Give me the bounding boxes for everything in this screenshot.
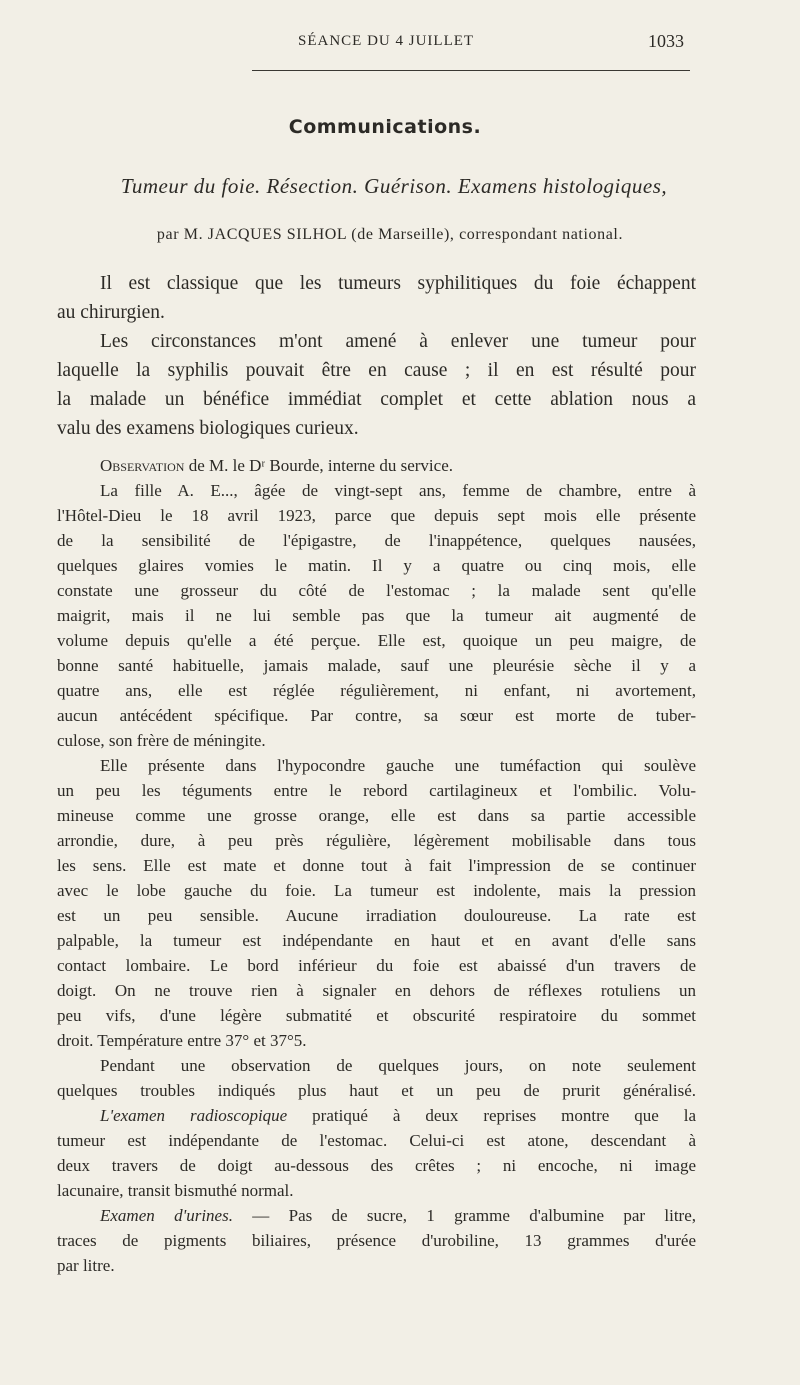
radioscopy-lead-rest: pratiqué à deux reprises montre que la — [287, 1106, 697, 1125]
observation-line: arrondie, dure, à peu près régulière, légèrement mobilisable dans tous — [57, 831, 696, 850]
observation-heading — [100, 454, 453, 478]
observation-line: est un peu sensible. Aucune irradiation douloureuse. La rate est — [57, 906, 696, 925]
observation-line: les sens. Elle est mate et donne tout à fait l'impression de se continuer — [57, 856, 696, 875]
radioscopy-line: lacunaire, transit bismuthé normal. — [57, 1181, 294, 1200]
observation-line: bonne santé habituelle, jamais malade, sauf une pleurésie sèche il y a — [57, 656, 696, 675]
observation-line: quelques troubles indiqués plus haut et un peu de prurit généralisé. — [57, 1081, 696, 1100]
intro-line: Les circonstances m'ont amené à enlever une tumeur pour — [100, 331, 696, 352]
urine-line: traces de pigments biliaires, présence d'urobiline, 13 grammes d'urée — [57, 1231, 696, 1250]
radioscopy-line: tumeur est indépendante de l'estomac. Celui-ci est atone, descendant à — [57, 1131, 696, 1150]
observation-line: un peu les téguments entre le rebord cartilagineux et l'ombilic. Volu- — [57, 781, 696, 800]
intro-line: Il est classique que les tumeurs syphilitiques du foie échappent — [100, 273, 696, 294]
radioscopy-line: deux travers de doigt au-dessous des crêtes ; ni encoche, ni image — [57, 1156, 696, 1175]
intro-line: au chirurgien. — [57, 302, 165, 323]
intro-line: valu des examens biologiques curieux. — [57, 418, 359, 439]
urine-lead-line — [100, 1204, 696, 1228]
observation-line: peu vifs, d'une légère submatité et obscurité respiratoire du sommet — [57, 1006, 696, 1025]
header-rule — [252, 70, 690, 71]
observation-line: de la sensibilité de l'épigastre, de l'inappétence, quelques nausées, — [57, 531, 696, 550]
observation-line: culose, son frère de méningite. — [57, 731, 266, 750]
observation-line: l'Hôtel-Dieu le 18 avril 1923, parce que depuis sept mois elle présente — [57, 506, 696, 525]
observation-line: volume depuis qu'elle a été perçue. Elle est, quoique un peu maigre, de — [57, 631, 696, 650]
observation-line: Elle présente dans l'hypocondre gauche une tuméfaction qui soulève — [100, 756, 696, 775]
running-head — [0, 33, 800, 53]
observation-label: Observation — [100, 456, 185, 475]
observation-line: contact lombaire. Le bord inférieur du foie est abaissé d'un travers de — [57, 956, 696, 975]
radioscopy-lead-line — [100, 1104, 696, 1128]
observation-heading-rest: de M. le Dʳ Bourde, interne du service. — [184, 456, 453, 475]
observation-line: La fille A. E..., âgée de vingt-sept ans, femme de chambre, entre à — [100, 481, 696, 500]
observation-line: quelques glaires vomies le matin. Il y a quatre ou cinq mois, elle — [57, 556, 696, 575]
observation-line: doigt. On ne trouve rien à signaler en dehors de réflexes rotuliens un — [57, 981, 696, 1000]
section-title: Communications. — [288, 116, 482, 138]
urine-label: Examen d'urines. — [100, 1206, 233, 1225]
page-number: 1033 — [648, 31, 684, 51]
urine-lead-rest: — Pas de sucre, 1 gramme d'albumine par litre, — [232, 1206, 696, 1225]
observation-line: avec le lobe gauche du foie. La tumeur est indolente, mais la pression — [57, 881, 696, 900]
intro-line: la malade un bénéfice immédiat complet et cette ablation nous a — [57, 389, 696, 410]
urine-line: par litre. — [57, 1256, 115, 1275]
intro-line: laquelle la syphilis pouvait être en cause ; il en est résulté pour — [57, 360, 696, 381]
observation-line: quatre ans, elle est réglée régulièrement, ni enfant, ni avortement, — [57, 681, 696, 700]
radioscopy-label: L'examen radioscopique — [100, 1106, 288, 1125]
article-title: Tumeur du foie. Résection. Guérison. Examens histologiques, — [120, 174, 668, 198]
observation-line: droit. Température entre 37° et 37°5. — [57, 1031, 307, 1050]
observation-line: aucun antécédent spécifique. Par contre, sa sœur est morte de tuber- — [57, 706, 696, 725]
observation-line: constate une grosseur du côté de l'estomac ; la malade sent qu'elle — [57, 581, 696, 600]
observation-line: Pendant une observation de quelques jours, on note seulement — [100, 1056, 696, 1075]
observation-line: maigrit, mais il ne lui semble pas que la tumeur ait augmenté de — [57, 606, 696, 625]
observation-line: mineuse comme une grosse orange, elle est dans sa partie accessible — [57, 806, 696, 825]
running-title: SÉANCE DU 4 JUILLET — [298, 33, 475, 49]
byline: par M. JACQUES SILHOL (de Marseille), correspondant national. — [156, 226, 624, 243]
observation-line: palpable, la tumeur est indépendante en haut et en avant d'elle sans — [57, 931, 696, 950]
